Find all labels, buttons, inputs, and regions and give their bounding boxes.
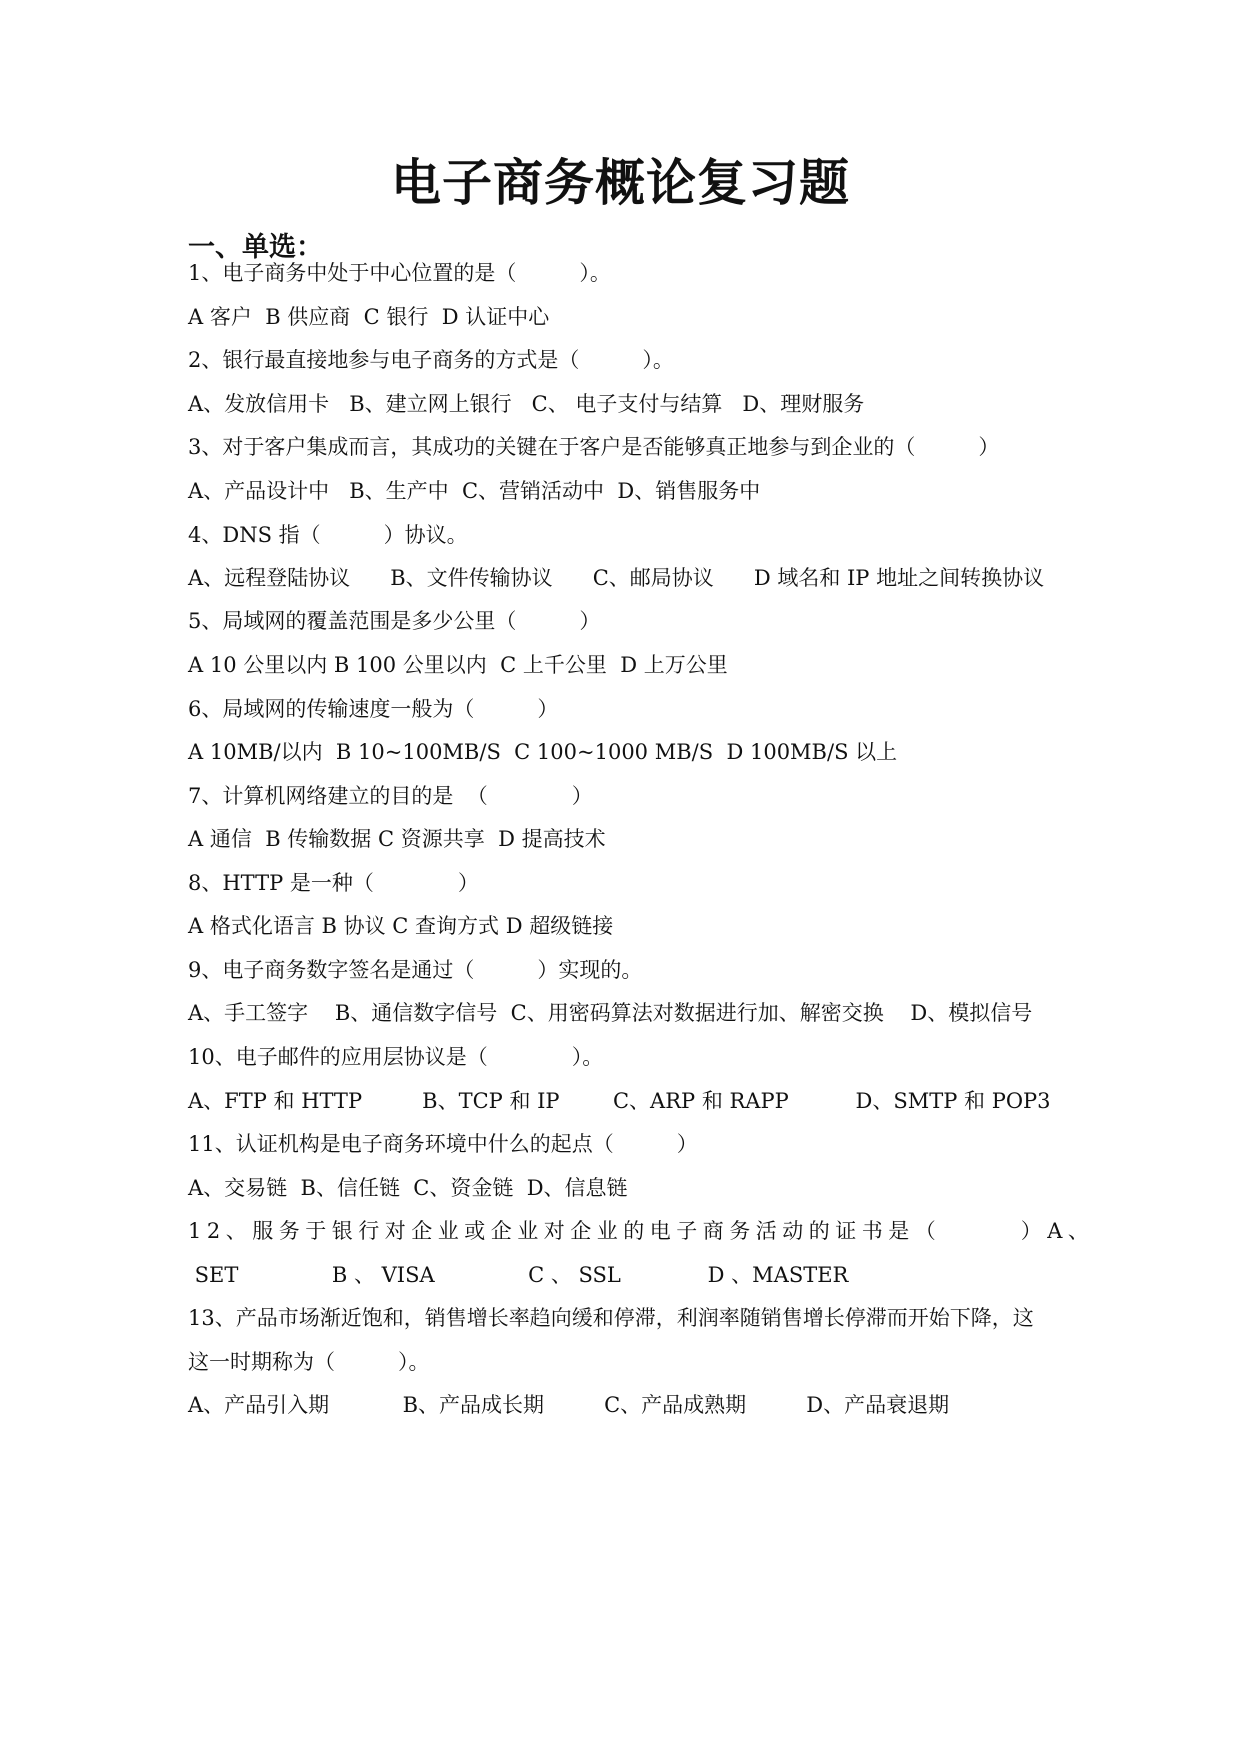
question-6: 6、局域网的传输速度一般为（ ） [188,697,559,721]
question-10: 10、电子邮件的应用层协议是（ ）。 [188,1045,604,1069]
question-11: 11、认证机构是电子商务环境中什么的起点（ ） [188,1132,698,1156]
question-8: 8、HTTP 是一种（ ） [188,871,479,895]
options-4: A、远程登陆协议 B、文件传输协议 C、邮局协议 D 域名和 IP 地址之间转换协议 [188,566,1045,590]
options-2: A、发放信用卡 B、建立网上银行 C、 电子支付与结算 D、理财服务 [188,392,865,416]
question-12: 12、服务于银行对企业或企业对企业的电子商务活动的证书是（ ）A、 [188,1219,1095,1243]
options-13: A、产品引入期 B、产品成长期 C、产品成熟期 D、产品衰退期 [188,1393,950,1417]
options-5: A 10 公里以内 B 100 公里以内 C 上千公里 D 上万公里 [188,653,728,677]
question-3: 3、对于客户集成而言，其成功的关键在于客户是否能够真正地参与到企业的（ ） [188,435,1000,459]
question-13-line-2: 这一时期称为（ ）。 [188,1350,430,1374]
question-1: 1、电子商务中处于中心位置的是（ ）。 [188,261,611,285]
document-title: 电子商务概论复习题 [391,153,850,212]
options-8: A 格式化语言 B 协议 C 查询方式 D 超级链接 [188,914,614,938]
options-7: A 通信 B 传输数据 C 资源共享 D 提高技术 [188,827,606,851]
question-7: 7、计算机网络建立的目的是 （ ） [188,784,593,808]
options-6: A 10MB/以内 B 10~100MB/S C 100~1000 MB/S D 100MB/S 以上 [188,740,898,764]
question-2: 2、银行最直接地参与电子商务的方式是（ ）。 [188,348,674,372]
options-12: SET B 、 VISA C 、 SSL D 、MASTER [188,1263,849,1287]
question-4: 4、DNS 指（ ）协议。 [188,523,468,547]
options-9: A、手工签字 B、通信数字信号 C、用密码算法对数据进行加、解密交换 D、模拟信号 [188,1001,1033,1025]
question-13-line-1: 13、产品市场渐近饱和，销售增长率趋向缓和停滞，利润率随销售增长停滞而开始下降，这 [188,1306,1034,1330]
options-3: A、产品设计中 B、生产中 C、营销活动中 D、销售服务中 [188,479,761,503]
options-10: A、FTP 和 HTTP B、TCP 和 IP C、ARP 和 RAPP D、SMTP 和 POP3 [188,1089,1051,1113]
question-5: 5、局域网的覆盖范围是多少公里（ ） [188,609,601,633]
section-heading-single-choice: 一、单选： [188,232,323,263]
options-1: A 客户 B 供应商 C 银行 D 认证中心 [188,305,550,329]
options-11: A、交易链 B、信任链 C、资金链 D、信息链 [188,1176,628,1200]
question-9: 9、电子商务数字签名是通过（ ）实现的。 [188,958,643,982]
